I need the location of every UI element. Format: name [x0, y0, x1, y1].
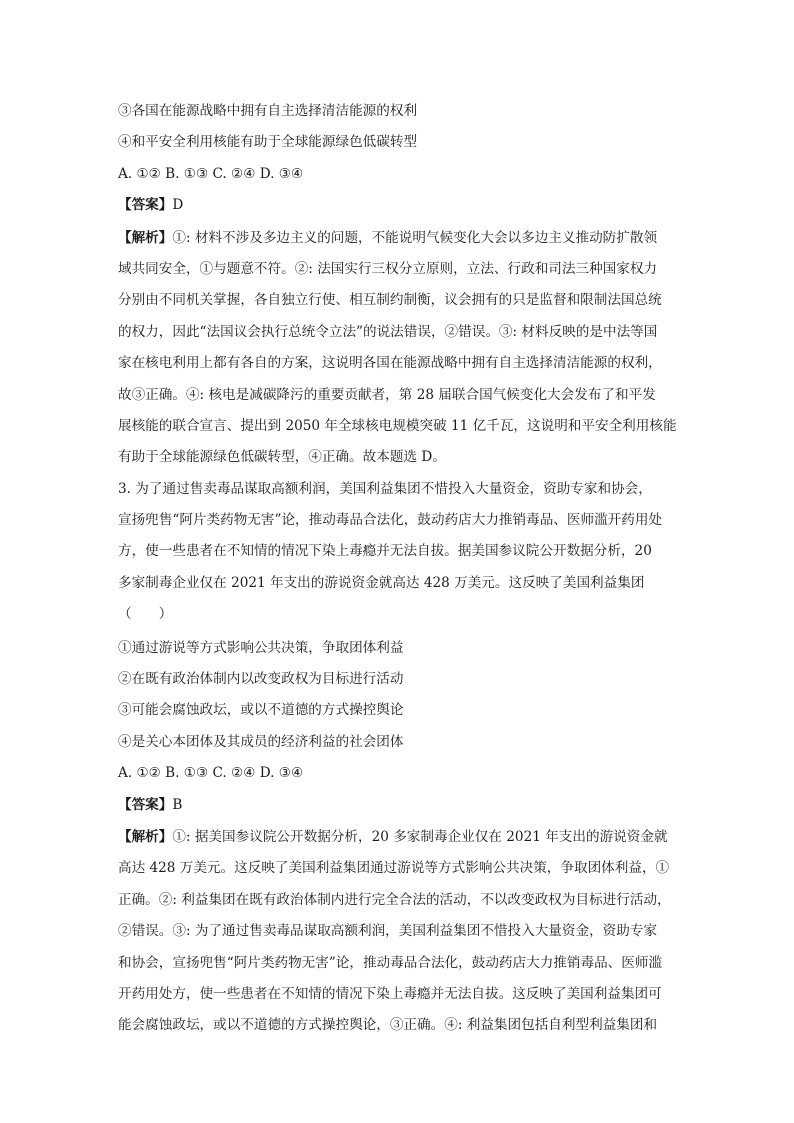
- q3-answer-value: B: [172, 796, 183, 813]
- q2-analysis-line: 【解析】①: 材料不涉及多边主义的问题，不能说明气候变化大会以多边主义推动防扩散领: [118, 229, 658, 246]
- q2-analysis-line: 有助于全球能源绿色低碳转型，④正确。故本题选 D。: [118, 449, 446, 466]
- q3-stem-line: 宣扬兜售“阿片类药物无害”论，推动毒品合法化，鼓动药店大力推销毒品、医师滥开药用处: [118, 512, 663, 529]
- document-page: [118, 100, 680, 1042]
- q2-answer-label: 【答案】: [118, 197, 173, 214]
- q3-option-3: ③可能会腐蚀政坛，或以不道德的方式操控舆论: [118, 702, 404, 719]
- q2-analysis-line: 展核能的联合宣言、提出到 2050 年全球核电规模突破 11 亿千瓦，这说明和平安全利用核能: [118, 417, 677, 434]
- q2-analysis-line: 家在核电利用上都有各自的方案，这说明各国在能源战略中拥有自主选择清洁能源的权利，: [118, 355, 662, 372]
- q3-answer-label: 【答案】: [118, 796, 173, 813]
- q3-analysis-line: 正确。②: 利益集团在既有政治体制内进行完全合法的活动，不以改变政权为目标进行活动，: [118, 891, 671, 908]
- q3-analysis-label: 【解析】: [118, 828, 173, 845]
- q3-analysis-line: ②错误。③: 为了通过售卖毒品谋取高额利润，美国利益集团不惜投入大量资金，资助专家: [118, 923, 658, 940]
- q3-choices: A. ①② B. ①③ C. ②④ D. ③④: [118, 765, 304, 782]
- q3-analysis-line: 开药用处方，使一些患者在不知情的情况下染上毒瘾并无法自拔。这反映了美国利益集团可: [118, 985, 662, 1002]
- q2-analysis: [118, 223, 680, 474]
- q2-analysis-line: 分别由不同机关掌握，各自独立行使、相互制约制衡，议会拥有的只是监督和限制法国总统: [118, 292, 662, 309]
- q3-option-4: ④是关心本团体及其成员的经济利益的社会团体: [118, 733, 404, 750]
- q2-choices: A. ①② B. ①③ C. ②④ D. ③④: [118, 165, 304, 182]
- q3-analysis: [118, 822, 680, 1042]
- q2-analysis-line: 的权力，因此“法国议会执行总统令立法”的说法错误，②错误。③: 材料反映的是中法等国: [118, 323, 658, 340]
- q2-option-3: ③各国在能源战略中拥有自主选择清洁能源的权利: [118, 103, 418, 119]
- q3-stem-blank: （ ）: [118, 606, 173, 623]
- q2-answer: [118, 194, 680, 216]
- q3-analysis-line: 高达 428 万美元。这反映了美国利益集团通过游说等方式影响公共决策，争取团体利益，①: [118, 860, 670, 877]
- q3-analysis-line: 和协会，宣扬兜售“阿片类药物无害”论，推动毒品合法化，鼓动药店大力推销毒品、医师滥: [118, 954, 663, 971]
- q2-answer-value: D: [172, 197, 184, 214]
- q3-option-1: ①通过游说等方式影响公共决策，争取团体利益: [118, 639, 404, 656]
- q2-option-4: ④和平安全利用核能有助于全球能源绿色低碳转型: [118, 134, 418, 151]
- q2-analysis-line: 域共同安全，①与题意不符。②: 法国实行三权分立原则，立法、行政和司法三种国家权力: [118, 260, 658, 277]
- q3-option-2: ②在既有政治体制内以改变政权为目标进行活动: [118, 671, 404, 688]
- q2-analysis-label: 【解析】: [118, 229, 173, 246]
- q3-stem: [118, 474, 680, 631]
- q2-analysis-line: 故③正确。④: 核电是减碳降污的重要贡献者，第 28 届联合国气候变化大会发布了和平发: [118, 386, 656, 403]
- q3-stem-line: 方，使一些患者在不知情的情况下染上毒瘾并无法自拔。据美国参议院公开数据分析，20: [118, 543, 652, 560]
- q3-analysis-line: 能会腐蚀政坛，或以不道德的方式操控舆论，③正确。④: 利益集团包括自利型利益集团和: [118, 1017, 658, 1034]
- q3-stem-line: 3. 为了通过售卖毒品谋取高额利润，美国利益集团不惜投入大量资金，资助专家和协会，: [118, 480, 652, 497]
- q3-stem-line: 多家制毒企业仅在 2021 年支出的游说资金就高达 428 万美元。这反映了美国利益集团: [118, 574, 645, 591]
- q3-analysis-line: 【解析】①: 据美国参议院公开数据分析，20 多家制毒企业仅在 2021 年支出的游说资金就: [118, 828, 668, 845]
- q3-answer: [118, 794, 680, 816]
